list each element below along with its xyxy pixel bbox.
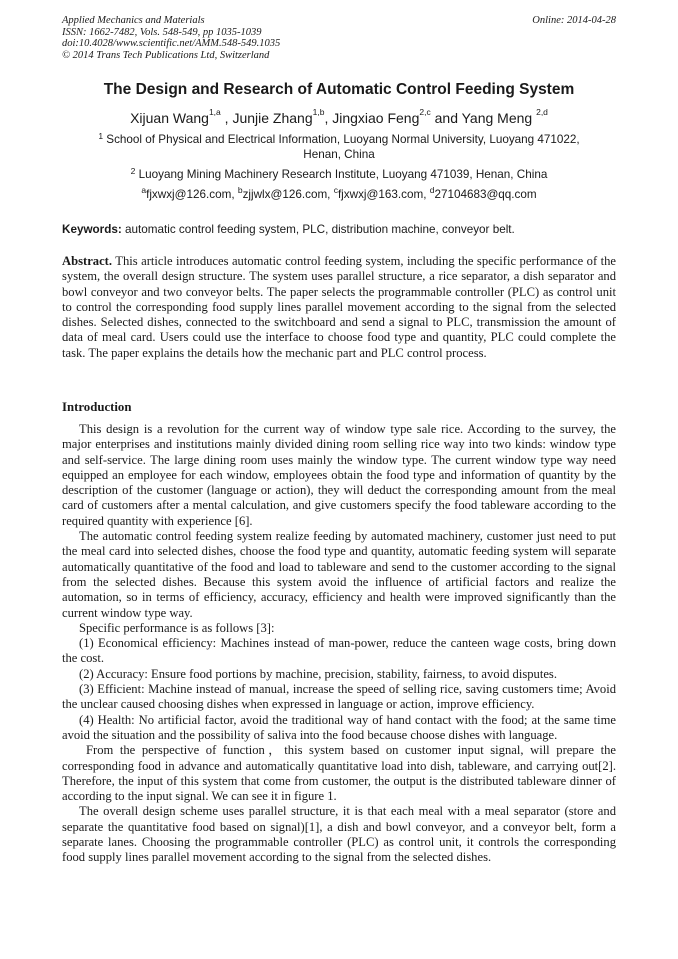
author-list [62,107,616,126]
body-paragraph: Specific performance is as follows [3]: [79,620,275,635]
keywords-label: Keywords: [62,223,122,236]
author-separator: , [324,110,333,126]
email-address: 27104683@qq.com [434,188,537,201]
body-paragraph: (2) Accuracy: Ensure food portions by machine, precision, stability, fairness, to avoid disputes. [79,666,557,681]
paper-title: The Design and Research of Automatic Control Feeding System [103,81,575,98]
email-superscript: a [141,185,147,195]
issn-line: ISSN: 1662-7482, Vols. 548-549, pp 1035-1039 [62,26,262,38]
body-paragraph: From the perspective of function，this system based on customer input signal, will prepare the corresponding food in advance and automatically quantitative load into dish, tableware, and carrying out[2]. Therefore, the input of this system that come from customer, the output is the distributed tableware dinner of according to the input signal. We can see it in figure 1. [62,743,616,804]
author-superscript: 1,a [208,107,221,117]
keywords-text: automatic control feeding system, PLC, distribution machine, conveyor belt. [121,223,515,236]
body-paragraph: (4) Health: No artificial factor, avoid the traditional way of hand contact with the food; at the same time avoid the situation and the possibility of saliva into the food because choose dishes with language. [62,712,616,742]
author-name: Yang Meng [461,110,537,126]
body-paragraph: (3) Efficient: Machine instead of manual, increase the speed of selling rice, saving customers time; Avoid the unclear caused choosing dishes when expressed in language or action, improve efficiency. [62,682,616,712]
body-paragraph: The overall design scheme uses parallel structure, it is that each meal with a meal separator (store and separate the quantitative food based on signal)[1], a dish and bowl conveyor, and a conveyor belt, form a separate lanes. Choosing the programmable controller (PLC) as control unit, it controls the corresponding food supply lines parallel movement according to the signal from the selected dishes. [62,804,616,865]
abstract-label: Abstract. [62,254,113,268]
email-superscript: d [429,185,435,195]
affiliation-superscript: 2 [130,166,136,176]
abstract-paragraph [62,254,616,361]
journal-header [62,15,616,61]
author-separator: , [220,110,233,126]
email-superscript: c [333,185,338,195]
author-superscript: 1,b [312,107,325,117]
affiliation-2 [80,167,598,182]
author-name: Xijuan Wang [130,110,209,126]
abstract-text: This article introduces automatic control feeding system, including the specific performance of the system, the overall design structure. The system uses parallel structure, a rice separator, a dish separator and bowl conveyor and two conveyor belts. The paper selects the programmable controller (PLC) as control unit to control the corresponding food supply lines parallel movement according to the signal from the selected dishes. Selected dishes, connected to the switchboard and send a signal to PLC, transmission the amount of data of meal card. Users could use the interface to choose food type and quantity, PLC could complete the task. The paper explains the details how the mechanic part and PLC control process. [62,254,616,360]
author-name: Jingxiao Feng [332,110,420,126]
journal-name: Applied Mechanics and Materials [62,15,205,26]
affiliation-superscript: 1 [98,131,104,141]
affiliation-text: Luoyang Mining Machinery Research Institute, Luoyang 471039, Henan, China [138,168,548,181]
email-superscript: b [237,185,243,195]
body-paragraph: The automatic control feeding system realize feeding by automated machinery, customer just need to put the meal card into selected dishes, choose the food type and quantity, automatic feeding system will separate automatically quantitative of the food and load to tableware and send to the customer according to the signal from the selected dishes. Because this system avoid the influence of artificial factors and realize the automation, so in terms of efficiency, accuracy, efficiency and health were improved significantly than the current window type way. [62,529,616,620]
author-separator: and [430,110,462,126]
author-name: Junjie Zhang [232,110,313,126]
body-paragraph: This design is a revolution for the current way of window type sale rice. According to the survey, the major enterprises and institutions mainly divided dining room selling rice way into two kinds: window type and self-service. The large dining room uses mainly the window type. The current window type way need equipped an employee for each window, employees obtain the food type and information of quantity by the description of the customer (language or action), they will deduct the corresponding amount from the meal card of customers after a mental calculation, and give customers specify the food tableware according to the required quantity with experience [6]. [62,422,616,528]
online-date: Online: 2014-04-28 [532,15,616,26]
affiliation-text: School of Physical and Electrical Information, Luoyang Normal University, Luoyang 471022, Henan, China [106,133,580,161]
affiliation-1 [80,132,598,162]
doi-line: doi:10.4028/www.scientific.net/AMM.548-549.1035 [62,38,281,49]
author-emails [62,185,616,201]
author-superscript: 2,d [536,107,548,117]
email-address: zjjwlx@126.com, [242,188,334,201]
section-heading-introduction: Introduction [62,400,132,414]
email-address: fjxwxj@163.com, [337,188,430,201]
copyright-line: © 2014 Trans Tech Publications Ltd, Switzerland [62,49,270,61]
introduction-body [62,422,616,866]
body-paragraph: (1) Economical efficiency: Machines instead of man-power, reduce the canteen wage costs, bring down the cost. [62,636,616,666]
keywords-line [62,223,616,236]
email-address: fjxwxj@126.com, [146,188,238,201]
author-superscript: 2,c [419,107,431,117]
